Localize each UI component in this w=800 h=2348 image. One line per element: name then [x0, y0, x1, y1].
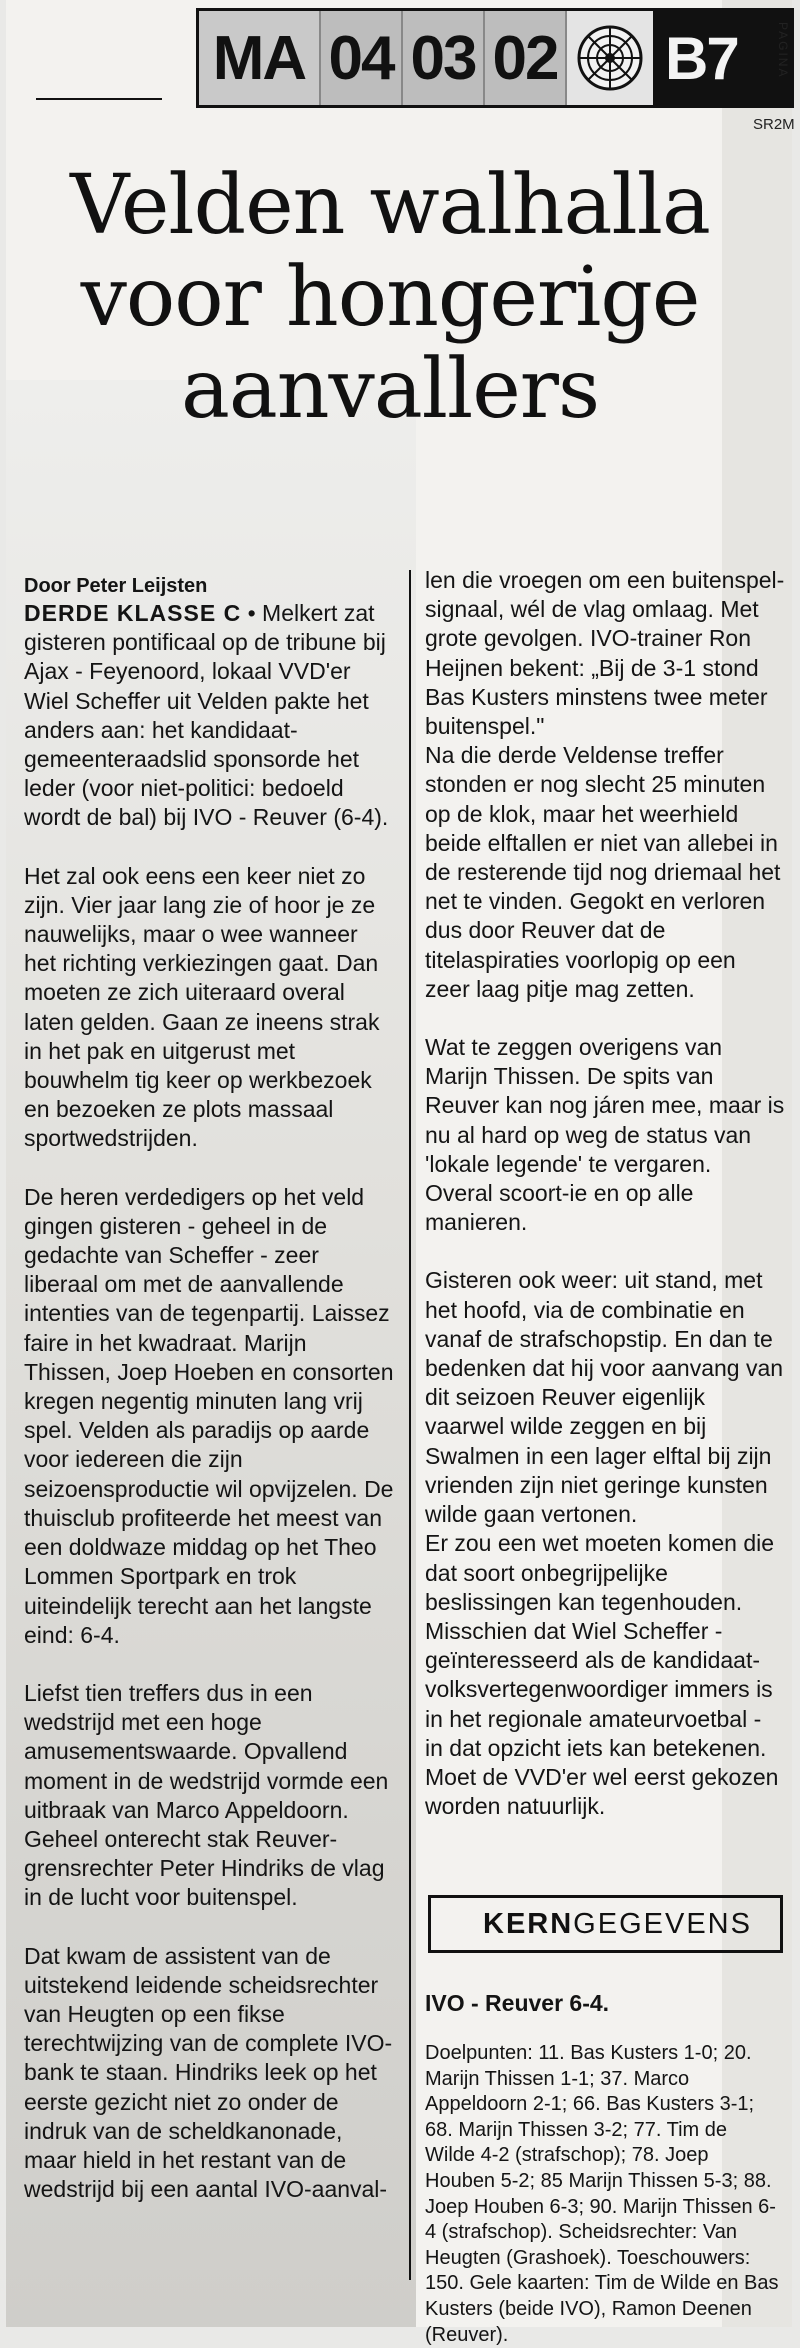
kern-label: KERN [483, 1907, 574, 1940]
paragraph: De heren verdedigers op het veld gingen gisteren - geheel in de gedachte van Scheffer - zeer liberaal om met de aanvallende intenties van de tegenpartij. Laissez faire in het kwadraat. Marijn Thissen, Joep Hoeben en consorten kregen negentig minuten lang vrij spel. Velden als paradijs op aarde voor iedereen die zijn seizoensproductie wil opvijzelen. De thuisclub profiteerde het meest van een doldwaze middag op het Theo Lommen Sportpark en trok uiteindelijk terecht aan het langste eind: 6-4. [24, 1183, 394, 1648]
match-result: IVO - Reuver 6-4. [425, 1990, 610, 2016]
byline: Door Peter Leijsten [24, 575, 208, 597]
pagina-label: PAGINA [776, 22, 790, 79]
header-rule [36, 98, 162, 100]
kerngegevens-header [428, 1895, 783, 1953]
match-facts [425, 1990, 780, 2348]
date-day: 04 [319, 11, 401, 105]
paragraph: Het zal ook eens een keer niet zo zijn. Vier jaar lang zie of hoor je ze nauwelijks, maar o wee wanneer het richting verkiezingen gaat. Dan moeten ze zich uiteraard overal laten gelden. Gaan ze ineens strak in het pak en uitgerust met bouwhelm tig keer op werkbezoek en bezoeken ze plots massaal sportwedstrijden. [24, 862, 380, 1152]
paragraph: Gisteren ook weer: uit stand, met het hoofd, via de combinatie en vanaf de strafschopstip. En dan te bedenken dat hij voor aanvang van dit seizoen Reuver eigenlijk vaarwel wilde zeggen en bij Swalmen in een lager elftal bij zijn vrienden zijn niet geringe kunsten wilde gaan vertonen. [425, 1267, 784, 1528]
paragraph: Er zou een wet moeten komen die dat soort onbegrijpelijke beslissingen kan tegenhouden. Misschien dat Wiel Scheffer - geïnteresseerd als de kandidaat-volksvertegenwoordiger immers is in het regionale amateurvoetbal - in dat opzicht iets kan betekenen. Moet de VVD'er wel eerst gekozen worden natuurlijk. [425, 1530, 779, 1820]
kicker: DERDE KLASSE C [24, 600, 242, 626]
lead-text: Melkert zat gisteren pontificaal op de tribune bij Ajax - Feyenoord, lokaal VVD'er Wiel Scheffer uit Velden pakte het anders aan: het kandidaat-gemeenteraadslid sponsorde het leder (voor niet-politici: bedoeld wordt de bal) bij IVO - Reuver (6-4). [24, 600, 389, 831]
edition-code: SR2M [753, 116, 795, 133]
paragraph: Dat kwam de assistent van de uitstekend leidende scheidsrechter van Heugten op een fikse terechtwijzing van de complete IVO-bank te staan. Hindriks leek op het eerste gezicht niet zo onder de indruk van de scheldkanonade, maar hield in het restant van de wedstrijd bij een aantal IVO-aanval- [24, 1942, 393, 2203]
article-left-column [24, 573, 396, 2204]
article-right-column [425, 566, 785, 1821]
lead-paragraph: DERDE KLASSE C • Melkert zat gisteren pontificaal op de tribune bij Ajax - Feyenoord, lokaal VVD'er Wiel Scheffer uit Velden pakte het anders aan: het kandidaat-gemeenteraadslid sponsorde het leder (voor niet-politici: bedoeld wordt de bal) bij IVO - Reuver (6-4). [24, 600, 389, 831]
paragraph: Na die derde Veldense treffer stonden er nog slecht 25 minuten op de klok, maar het weerhield beide elftallen er niet van allebei in de resterende tijd nog driemaal het net te vinden. Gegokt en verloren dus door Reuver dat de titelaspiraties voorlopig op een zeer laag pitje mag zetten. [425, 742, 781, 1002]
date-month: 03 [401, 11, 483, 105]
paragraph: Wat te zeggen overigens van Marijn Thissen. De spits van Reuver kan nog járen mee, maar is nu al hard op weg de status van 'lokale legende' te vergaren. Overal scoort-ie en op alle manieren. [425, 1034, 785, 1236]
match-details: Doelpunten: 11. Bas Kusters 1-0; 20. Marijn Thissen 1-1; 37. Marco Appeldoorn 2-1; 66. Bas Kusters 3-1; 68. Marijn Thissen 3-2; 77. Tim de Wilde 4-2 (strafschop); 78. Joep Houben 5-2; 85 Marijn Thissen 5-3; 88. Joep Houben 6-3; 90. Marijn Thissen 6-4 (strafschop). Scheidsrechter: Van Heugten (Grashoek). Toeschouwers: 150. Gele kaarten: Tim de Wilde en Bas Kusters (beide IVO), Ramon Deenen (Reuver). [425, 2042, 779, 2346]
date-header [196, 8, 794, 108]
page-number: B7 [653, 11, 791, 105]
date-year: 02 [483, 11, 565, 105]
paragraph: len die vroegen om een buitenspel-signaal, wél de vlag omlaag. Met grote gevolgen. IVO-trainer Ron Heijnen bekent: „Bij de 3-1 stond Bas Kusters minstens twee meter buitenspel." [425, 567, 785, 740]
paragraph: Liefst tien treffers dus in een wedstrijd met een hoge amusementswaarde. Opvallend moment in de wedstrijd vormde een uitbraak van Marco Appeldoorn. Geheel onterecht stak Reuver-grensrechter Peter Hindriks de vlag in de lucht voor buitenspel. [24, 1679, 389, 1911]
column-divider [409, 570, 411, 2280]
gegevens-label: GEGEVENS [573, 1907, 752, 1940]
headline: Velden walhalla voor hongerige aanvallers [70, 158, 710, 437]
date-weekday: MA [199, 11, 319, 105]
globe-web-icon [565, 11, 653, 105]
